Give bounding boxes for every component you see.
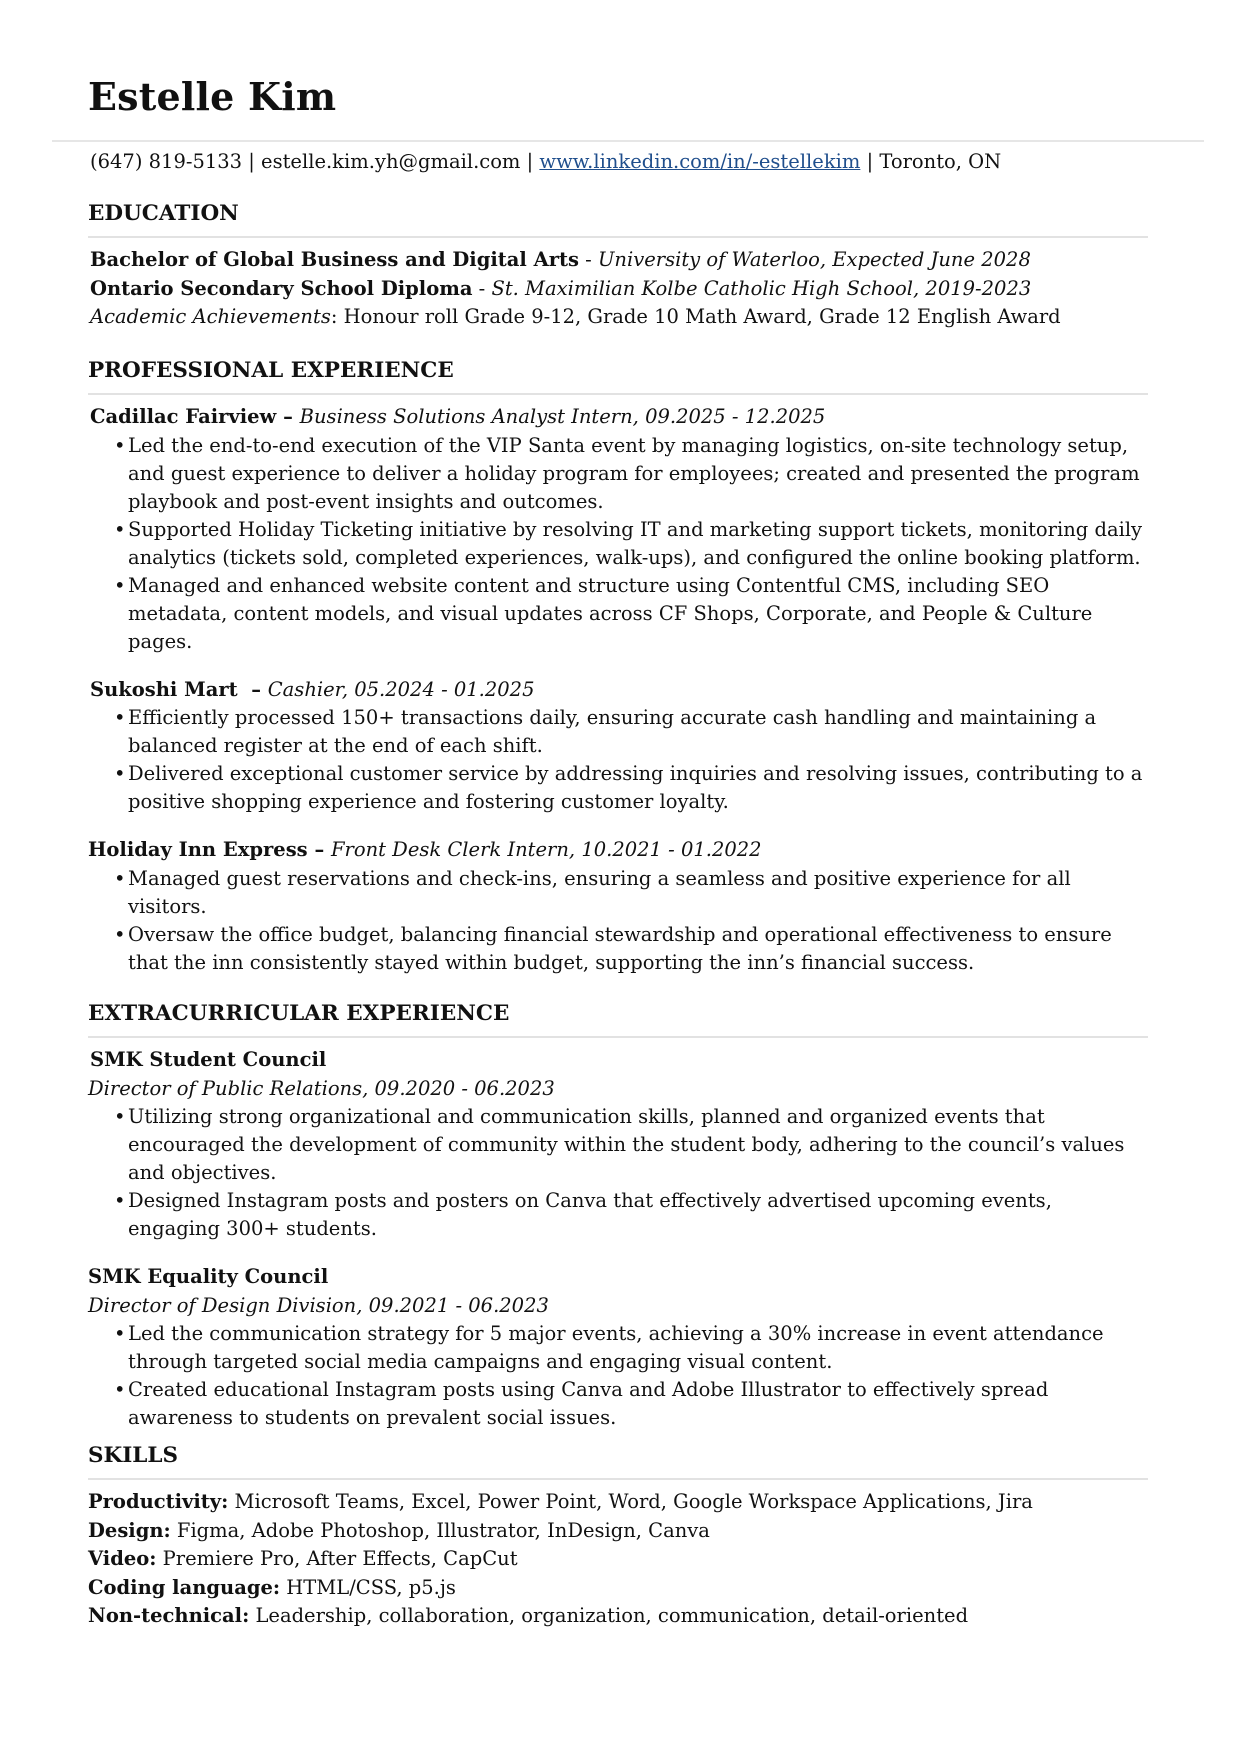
bullet-list <box>88 1103 1148 1243</box>
dash: – <box>276 405 300 428</box>
bullet-list <box>88 865 1148 977</box>
separator: | <box>520 150 540 173</box>
diploma-name: Ontario Secondary School Diploma <box>90 276 473 300</box>
bullet-item: • Managed guest reservations and check-ins, ensuring a seamless and positive experience for all visitors. <box>88 865 1148 921</box>
degree-detail: University of Waterloo, Expected June 2028 <box>597 248 1031 271</box>
bullet-item: • Designed Instagram posts and posters on Canva that effectively advertised upcoming events, engaging 300+ students. <box>88 1187 1148 1243</box>
skill-value: Premiere Pro, After Effects, CapCut <box>156 1547 518 1570</box>
bullet-list <box>88 704 1148 816</box>
contact-line <box>90 148 1001 176</box>
job-header <box>88 836 1148 865</box>
dash: – <box>237 677 268 701</box>
organization: SMK Student Council <box>90 1048 327 1071</box>
achievements-label: Academic Achievements <box>90 305 331 328</box>
company: Sukoshi Mart <box>90 677 238 701</box>
phone: (647) 819-5133 <box>90 150 243 173</box>
section-title: EXTRACURRICULAR EXPERIENCE <box>88 1000 1148 1038</box>
bullet-item: • Delivered exceptional customer service by addressing inquiries and resolving issues, contributing to a positive shopping experience and fostering customer loyalty. <box>88 760 1148 816</box>
bullet-item: • Managed and enhanced website content and structure using Contentful CMS, including SEO metadata, content models, and visual updates across CF Shops, Corporate, and People & Culture pages. <box>88 572 1148 656</box>
dash: – <box>307 838 331 861</box>
candidate-name: Estelle Kim <box>88 74 337 119</box>
role: Business Solutions Analyst Intern, 09.2025 - 12.2025 <box>299 405 826 428</box>
skill-label: Non-technical: <box>88 1604 250 1627</box>
bullet-item: • Supported Holiday Ticketing initiative by resolving IT and marketing support tickets, monitoring daily analytics (tickets sold, completed experiences, walk-ups), and configured the online booking platform. <box>88 516 1148 572</box>
skill-value: Figma, Adobe Photoshop, Illustrator, InDesign, Canva <box>170 1518 710 1542</box>
separator: | <box>242 150 262 173</box>
company: Holiday Inn Express <box>88 838 308 861</box>
header-divider <box>52 140 1204 142</box>
dash: - <box>578 248 598 271</box>
job-header <box>88 403 1148 432</box>
bullet-item: • Led the end-to-end execution of the VIP Santa event by managing logistics, on-site technology setup, and guest experience to deliver a holiday program for employees; created and presented the program playbook and post-event insights and outcomes. <box>88 432 1148 516</box>
skills-section <box>88 1442 1148 1631</box>
bullet-item: • Created educational Instagram posts using Canva and Adobe Illustrator to effectively spread awareness to students on prevalent social issues. <box>88 1376 1148 1432</box>
skill-row <box>88 1574 1148 1603</box>
achievements-text: : Honour roll Grade 9-12, Grade 10 Math Award, Grade 12 English Award <box>330 305 1061 328</box>
company: Cadillac Fairview <box>90 405 277 428</box>
bullet-list <box>88 1320 1148 1432</box>
section-title: EDUCATION <box>88 200 1148 238</box>
bullet-item: • Efficiently processed 150+ transactions daily, ensuring accurate cash handling and maintaining a balanced register at the end of each shift. <box>88 704 1148 760</box>
degree-line <box>88 246 1148 275</box>
bullet-item: • Utilizing strong organizational and communication skills, planned and organized events that encouraged the development of community within the student body, adhering to the council’s values and objectives. <box>88 1103 1148 1187</box>
job-entry <box>88 676 1148 817</box>
location: Toronto, ON <box>879 150 1002 173</box>
achievements-line <box>88 303 1148 332</box>
role: Front Desk Clerk Intern, 10.2021 - 01.2022 <box>331 838 762 861</box>
separator: | <box>860 150 880 173</box>
job-header <box>88 676 1148 705</box>
diploma-detail: St. Maximilian Kolbe Catholic High School, 2019-2023 <box>491 276 1032 300</box>
role: Cashier, 05.2024 - 01.2025 <box>267 677 535 701</box>
dash: - <box>472 276 492 300</box>
extracurricular-section <box>88 1000 1148 1432</box>
bullet-item: • Led the communication strategy for 5 major events, achieving a 30% increase in event attendance through targeted social media campaigns and engaging visual content. <box>88 1320 1148 1376</box>
skill-row <box>88 1602 1148 1631</box>
skill-label: Video: <box>88 1547 157 1570</box>
skill-value: Leadership, collaboration, organization, communication, detail-oriented <box>249 1604 969 1627</box>
linkedin-link[interactable]: www.linkedin.com/in/-estellekim <box>539 150 861 173</box>
diploma-line <box>88 275 1148 304</box>
degree-name: Bachelor of Global Business and Digital Arts <box>90 248 579 271</box>
bullet-list <box>88 432 1148 656</box>
section-title: PROFESSIONAL EXPERIENCE <box>88 357 1148 395</box>
skill-row <box>88 1517 1148 1546</box>
activity-entry <box>88 1046 1148 1243</box>
organization: SMK Equality Council <box>88 1265 329 1288</box>
skill-value: HTML/CSS, p5.js <box>280 1575 456 1599</box>
education-section <box>88 200 1148 332</box>
skill-label: Productivity: <box>88 1490 229 1513</box>
email: estelle.kim.yh@gmail.com <box>261 150 521 173</box>
job-entry <box>88 403 1148 656</box>
skill-label: Design: <box>88 1518 171 1542</box>
bullet-item: • Oversaw the office budget, balancing financial stewardship and operational effectiveness to ensure that the inn consistently stayed within budget, supporting the inn’s financial success. <box>88 921 1148 977</box>
skill-row <box>88 1488 1148 1517</box>
activity-entry <box>88 1263 1148 1432</box>
professional-section <box>88 357 1148 977</box>
skill-label: Coding language: <box>88 1575 281 1599</box>
activity-role: Director of Public Relations, 09.2020 - 06.2023 <box>88 1076 555 1100</box>
skill-row <box>88 1545 1148 1574</box>
section-title: SKILLS <box>88 1442 1148 1480</box>
skill-value: Microsoft Teams, Excel, Power Point, Word, Google Workspace Applications, Jira <box>228 1490 1033 1513</box>
job-entry <box>88 836 1148 977</box>
activity-role: Director of Design Division, 09.2021 - 06.2023 <box>88 1293 549 1317</box>
